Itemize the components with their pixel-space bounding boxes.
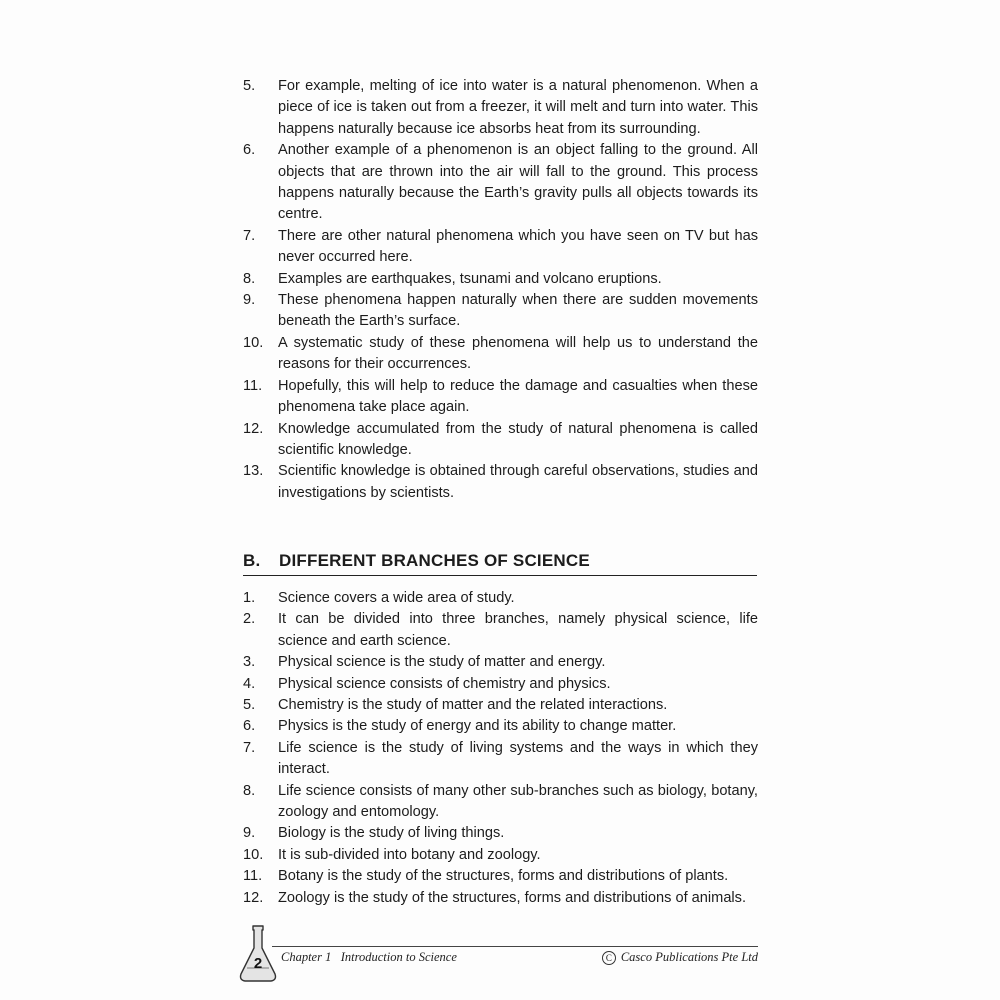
list-item [0,695,758,716]
list-item [0,888,758,909]
item-text: It is sub-divided into botany and zoology. [278,846,541,863]
item-text: Physics is the study of energy and its ability to change matter. [278,718,677,735]
item-text: Chemistry is the study of matter and the related interactions. [278,697,668,714]
item-text: Examples are earthquakes, tsunami and volcano eruptions. [278,270,662,287]
list-item [0,652,758,673]
page-number: 2 [253,955,263,972]
item-number: 8. [243,782,256,799]
list-item [0,588,758,609]
item-text: Physical science is the study of matter and energy. [278,654,606,671]
item-number: 9. [243,292,256,309]
item-text: It can be divided into three branches, namely physical science, life science and earth science. [278,611,758,649]
copyright-icon: C [602,951,616,965]
item-number: 12. [243,889,264,906]
list-item [0,716,758,737]
item-number: 10. [243,846,264,863]
item-text: Life science is the study of living systems and the ways in which they interact. [278,739,758,778]
publisher-name: Casco Publications Pte Ltd [620,950,758,964]
item-number: 7. [243,739,256,756]
list-item [0,419,758,462]
list-item [0,290,758,333]
item-number: 6. [243,142,256,159]
section-b-list [0,588,1000,909]
publisher-credit [602,950,758,965]
section-letter: B. [243,551,261,570]
item-number: 11. [243,868,263,885]
item-number: 11. [243,377,263,394]
item-number: 6. [243,718,256,735]
list-item [0,76,758,140]
footer-rule [272,946,758,947]
item-text: Hopefully, this will help to reduce the damage and casualties when these phenomena take place again. [278,377,758,416]
item-text: Physical science consists of chemistry and physics. [278,675,611,692]
item-text: These phenomena happen naturally when there are sudden movements beneath the Earth’s surface. [278,292,758,330]
flask-icon [238,924,278,984]
item-text: Science covers a wide area of study. [278,590,515,606]
item-text: Scientific knowledge is obtained through careful observations, studies and investigations by scientists. [278,463,758,501]
list-item [0,823,758,844]
item-number: 5. [243,78,256,94]
item-text: Knowledge accumulated from the study of natural phenomena is called scientific knowledge. [278,420,758,458]
list-item [0,866,758,887]
item-number: 13. [243,463,264,480]
item-text: For example, melting of ice into water is a natural phenomenon. When a piece of ice is taken out from a freezer, it will melt and turn into water. This happens naturally because ice absorbs heat from its surrounding. [278,78,758,137]
item-number: 3. [243,654,256,671]
chapter-title: Chapter 1 Introduction to Science [281,950,457,964]
item-text: Another example of a phenomenon is an object falling to the ground. All objects that are thrown into the air will fall to the ground. This process happens naturally because the Earth’s gravity pulls all objects towards its centre. [278,142,758,223]
item-number: 4. [243,675,256,692]
list-item [0,226,758,269]
list-item [0,845,758,866]
item-number: 1. [243,590,256,606]
item-number: 10. [243,334,264,351]
list-item [0,376,758,419]
item-text: There are other natural phenomena which you have seen on TV but has never occurred here. [278,227,758,266]
list-item [0,609,758,652]
section-b-heading [243,551,757,576]
item-number: 8. [243,270,256,287]
list-item [0,738,758,781]
item-number: 9. [243,825,256,842]
list-item [0,140,758,226]
list-item [0,333,758,376]
item-text: Botany is the study of the structures, forms and distributions of plants. [278,868,729,885]
list-item [0,269,758,290]
section-title: DIFFERENT BRANCHES OF SCIENCE [279,551,590,570]
section-a-list [0,76,1000,504]
item-text: Zoology is the study of the structures, forms and distributions of animals. [278,889,747,906]
item-text: Life science consists of many other sub-branches such as biology, botany, zoology and entomology. [278,782,758,821]
item-text: A systematic study of these phenomena will help us to understand the reasons for their occurrences. [278,334,758,373]
item-number: 12. [243,420,264,437]
list-item [0,674,758,695]
item-number: 7. [243,227,256,244]
item-number: 5. [243,697,256,714]
list-item [0,461,758,504]
item-text: Biology is the study of living things. [278,825,505,842]
item-number: 2. [243,611,256,628]
list-item [0,781,758,824]
